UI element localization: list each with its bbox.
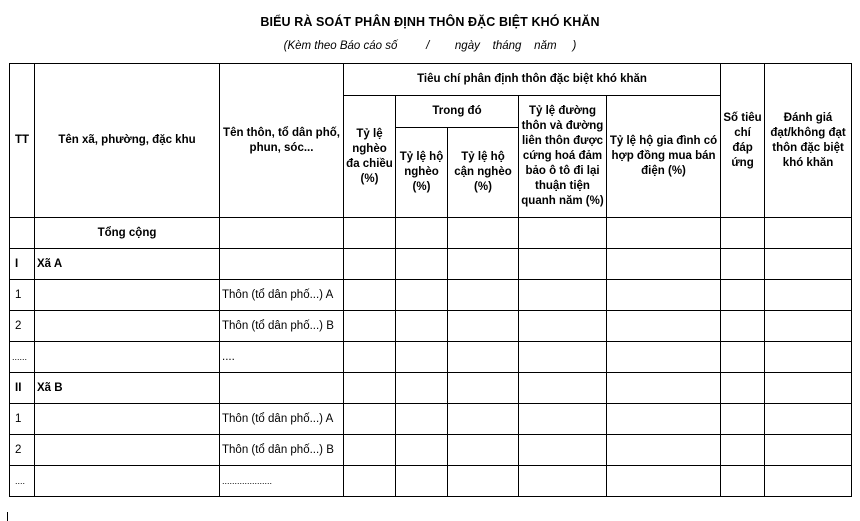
page-title: BIỂU RÀ SOÁT PHÂN ĐỊNH THÔN ĐẶC BIỆT KHÓ KHĂN bbox=[260, 15, 600, 29]
table-row bbox=[10, 466, 852, 497]
header-electricity-rate: Tỷ lệ hộ gia đình có hợp đồng mua bán điện (%) bbox=[607, 96, 721, 218]
row-village: Thôn (tổ dân phố...) B bbox=[220, 311, 344, 342]
row-commune: Xã B bbox=[35, 373, 220, 404]
row-commune bbox=[35, 342, 220, 373]
row-commune: Xã A bbox=[35, 249, 220, 280]
row-tt: ...... bbox=[10, 342, 35, 373]
row-village: Thôn (tổ dân phố...) A bbox=[220, 280, 344, 311]
row-tt: .... bbox=[10, 466, 35, 497]
row-tt: 1 bbox=[10, 280, 35, 311]
row-commune bbox=[35, 466, 220, 497]
report-reference-subtitle: (Kèm theo Báo cáo số / ngày tháng năm ) bbox=[283, 40, 577, 52]
table-row bbox=[10, 280, 852, 311]
table-row bbox=[10, 311, 852, 342]
header-poor-household-rate: Tỷ lệ hộ nghèo (%) bbox=[396, 128, 448, 218]
row-tt: 2 bbox=[10, 435, 35, 466]
edge-mark bbox=[7, 512, 8, 521]
row-tt: 1 bbox=[10, 404, 35, 435]
row-commune bbox=[35, 435, 220, 466]
table-row bbox=[10, 249, 852, 280]
row-commune bbox=[35, 311, 220, 342]
header-village-name: Tên thôn, tổ dân phố, phun, sóc... bbox=[220, 64, 344, 218]
row-commune bbox=[35, 404, 220, 435]
row-village: .................... bbox=[220, 466, 344, 497]
row-tt: I bbox=[10, 249, 35, 280]
total-row bbox=[10, 218, 852, 249]
total-label: Tổng cộng bbox=[35, 218, 220, 249]
header-tt: TT bbox=[10, 64, 35, 218]
village-review-table bbox=[9, 63, 852, 497]
row-commune bbox=[35, 280, 220, 311]
header-near-poor-rate: Tỷ lệ hộ cận nghèo (%) bbox=[448, 128, 519, 218]
table-row bbox=[10, 342, 852, 373]
row-village bbox=[220, 249, 344, 280]
table-row bbox=[10, 373, 852, 404]
row-village: Thôn (tổ dân phố...) B bbox=[220, 435, 344, 466]
header-assessment: Đánh giá đạt/không đạt thôn đặc biệt khó khăn bbox=[765, 64, 852, 218]
header-commune-name: Tên xã, phường, đặc khu bbox=[35, 64, 220, 218]
header-of-which: Trong đó bbox=[396, 96, 519, 128]
table-row bbox=[10, 435, 852, 466]
row-village: Thôn (tổ dân phố...) A bbox=[220, 404, 344, 435]
header-criteria-group: Tiêu chí phân định thôn đặc biệt khó khăn bbox=[344, 64, 721, 96]
row-tt: II bbox=[10, 373, 35, 404]
row-tt: 2 bbox=[10, 311, 35, 342]
table-row bbox=[10, 404, 852, 435]
header-criteria-met: Số tiêu chí đáp ứng bbox=[721, 64, 765, 218]
row-village: .... bbox=[220, 342, 344, 373]
header-road-rate: Tỷ lệ đường thôn và đường liên thôn được cứng hoá đảm bảo ô tô đi lại thuận tiện quanh năm (%) bbox=[519, 96, 607, 218]
row-village bbox=[220, 373, 344, 404]
header-multidimensional-poverty: Tỷ lệ nghèo đa chiều (%) bbox=[344, 96, 396, 218]
